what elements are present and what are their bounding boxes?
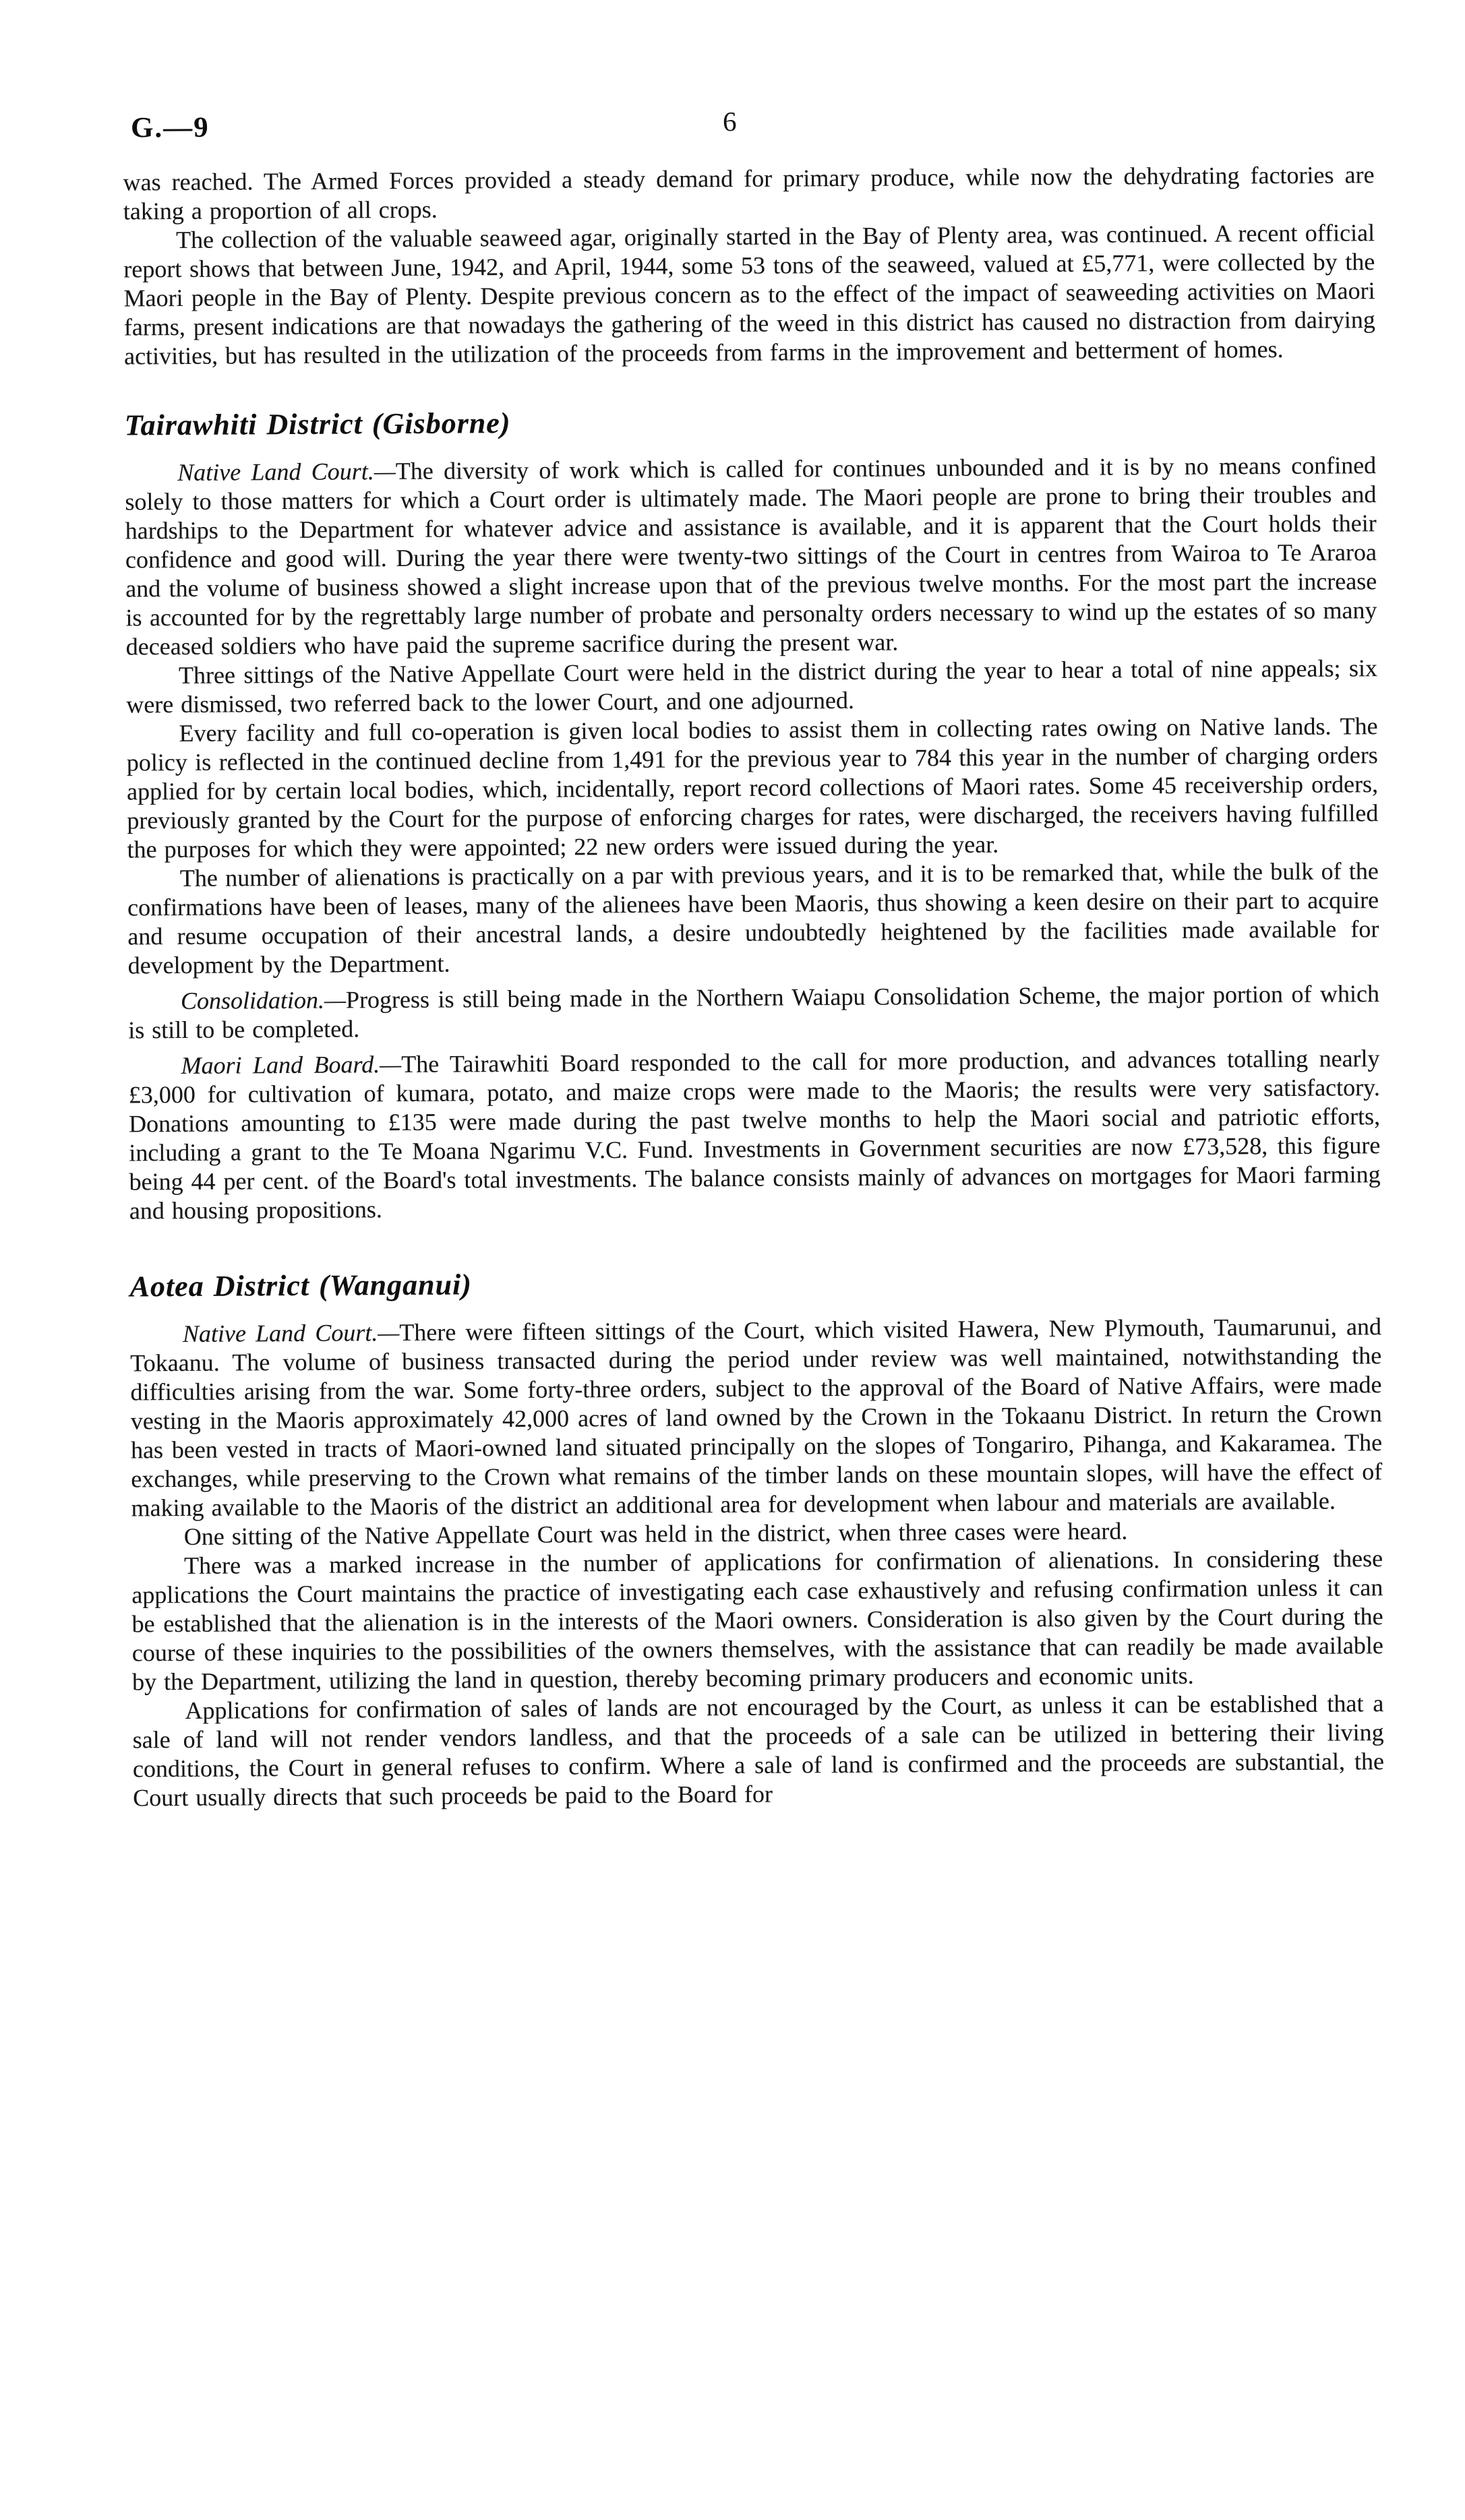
district-heading-aotea: Aotea District (Wanganui) — [129, 1268, 473, 1303]
paragraph: Native Land Court.—The diversity of work which is called for continues unbounded and it is by no means confined solely to those matters for which a Court order is ultimately made. The Maori people are prone to bring their troubles and hardships to the Department for whatever advice and assistance is available, and it is apparent that the Court holds their confidence and good will. During the year there were twenty-two sittings of the Court in centres from Wairoa to Te Araroa and the volume of business showed a slight increase upon that of the previous twelve months. For the most part the increase is accounted for by the regrettably large number of probate and personalty orders necessary to wind up the estates of so many deceased soldiers who have paid the supreme sacrifice during the present war. — [125, 452, 1377, 660]
page-number: 6 — [722, 105, 737, 137]
paragraph-lead: Maori Land Board.— — [181, 1051, 402, 1079]
paragraph-lead: Native Land Court.— — [177, 458, 396, 487]
district-body-tairawhiti — [125, 451, 1381, 1225]
page-header — [123, 97, 1374, 158]
district-body-aotea — [130, 1312, 1384, 1812]
paragraph: Consolidation.—Progress is still being made in the Northern Waiapu Consolidation Scheme, the major portion of which is still to be completed. — [128, 980, 1380, 1044]
paragraph-lead: Native Land Court.— — [182, 1319, 400, 1347]
district-heading-tairawhiti: Tairawhiti District (Gisborne) — [124, 406, 511, 442]
report-code: G.—9 — [130, 111, 210, 144]
paragraph: There was a marked increase in the number of applications for confirmation of alienations. In considering these applications the Court maintains the practice of investigating each case exhaustively and refusing confirmation unless it can be established that the alienation is in the interests of the Maori owners. Consideration is also given by the Court during the course of these inquiries to the possibilities of the owners themselves, with the assistance that can readily be made available by the Department, utilizing the land in question, thereby becoming primary producers and economic units. — [131, 1545, 1383, 1696]
paragraph: Applications for confirmation of sales of lands are not encouraged by the Court, as unless it can be established that a sale of land will not render vendors landless, and that the proceeds of a sale can be utilized in bettering their living conditions, the Court in general refuses to confirm. Where a sale of land is confirmed and the proceeds are substantial, the Court usually directs that such proceeds be paid to the Board for — [132, 1690, 1384, 1812]
section-aotea-district — [129, 1262, 1384, 1812]
text-block — [123, 160, 1384, 1812]
paragraph: was reached. The Armed Forces provided a steady demand for primary produce, while now the dehydrating factories are taking a proportion of all crops. — [123, 161, 1375, 225]
paragraph: The collection of the valuable seaweed agar, originally started in the Bay of Plenty area, was continued. A recent official report shows that between June, 1942, and April, 1944, some 53 tons of the seaweed, valued at £5,771, were collected by the Maori people in the Bay of Plenty. Despite previous concern as to the effect of the impact of seaweeding activities on Maori farms, present indications are that nowadays the gathering of the weed in this district has caused no distraction from dairying activities, but has resulted in the utilization of the proceeds from farms in the improvement and betterment of homes. — [123, 219, 1375, 370]
intro-continuation-paragraphs — [123, 160, 1375, 371]
section-tairawhiti-district — [125, 401, 1381, 1225]
paragraph: One sitting of the Native Appellate Court was held in the district, when three cases were heard. — [183, 1517, 1128, 1550]
paragraph: The number of alienations is practically on a par with previous years, and it is to be remarked that, while the bulk of the confirmations have been of leases, many of the alienees have been Maoris, thus showing a keen desire on their part to acquire and resume occupation of their ancestral lands, a desire undoubtedly heightened by the facilities made available for development by the Department. — [127, 857, 1379, 979]
paragraph: Native Land Court.—There were fifteen sittings of the Court, which visited Hawera, New Plymouth, Taumarunui, and Tokaanu. The volume of business transacted during the period under review was well maintained, notwithstanding the difficulties arising from the war. Some forty-three orders, subject to the approval of the Board of Native Affairs, were made vesting in the Maoris approximately 42,000 acres of land owned by the Crown in the Tokaanu District. In return the Crown has been vested in tracts of Maori-owned land situated principally on the slopes of Tongariro, Pihanga, and Kakaramea. The exchanges, while preserving to the Crown what remains of the timber lands on these mountain slopes, will have the effect of making available to the Maoris of the district an additional area for development when labour and materials are available. — [130, 1313, 1383, 1522]
paragraph: Every facility and full co-operation is given local bodies to assist them in collecting rates owing on Native lands. The policy is reflected in the continued decline from 1,491 for the previous year to 784 this year in the number of charging orders applied for by certain local bodies, which, incidentally, report record collections of Maori rates. Some 45 receivership orders, previously granted by the Court for the purpose of enforcing charges for rates, were discharged, the receivers having fulfilled the purposes for which they were appointed; 22 new orders were issued during the year. — [126, 712, 1379, 863]
paragraph: Three sittings of the Native Appellate Court were held in the district during the year to hear a total of nine appeals; six were dismissed, two referred back to the lower Court, and one adjourned. — [126, 654, 1378, 718]
paragraph-lead: Consolidation.— — [180, 986, 347, 1014]
paragraph: Maori Land Board.—The Tairawhiti Board responded to the call for more production, and advances totalling nearly £3,000 for cultivation of kumara, potato, and maize crops were made to the Maoris; the results were very satisfactory. Donations amounting to £135 were made during the past twelve months to help the Maori social and patriotic efforts, including a grant to the Te Moana Ngarimu V.C. Fund. Investments in Government securities are now £73,528, this figure being 44 per cent. of the Board's total investments. The balance consists mainly of advances on mortgages for Maori farming and housing propositions. — [128, 1045, 1381, 1225]
